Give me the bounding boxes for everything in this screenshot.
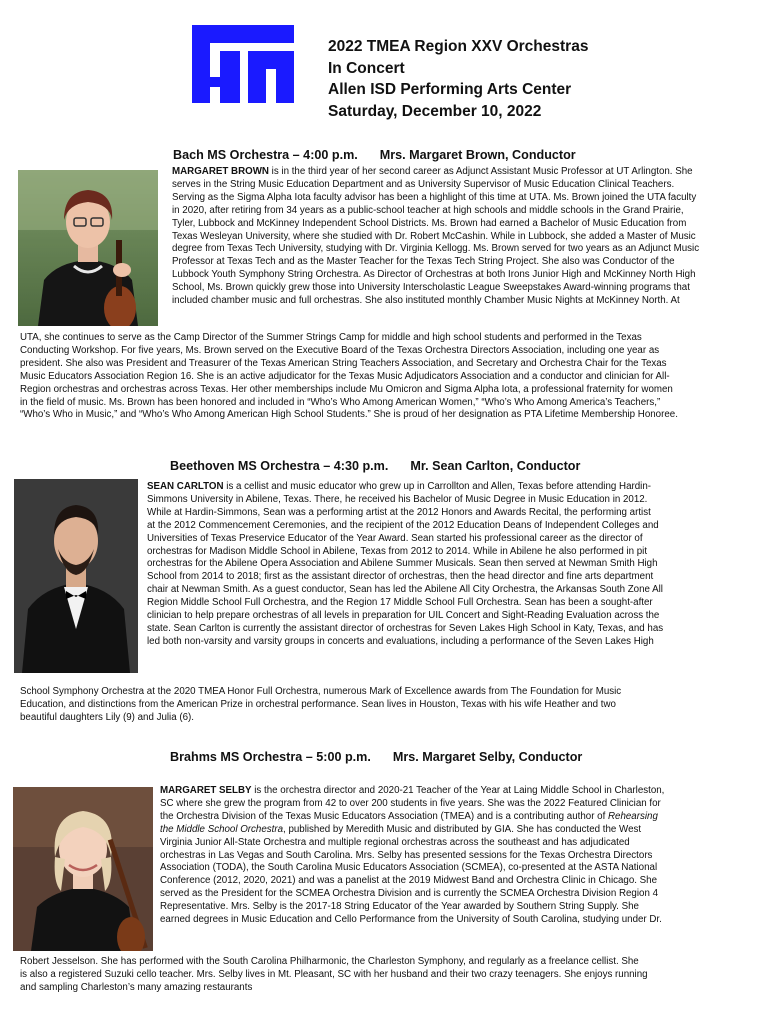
bio-line: orchestras for the Abilene Opera Association and Abilene Summer Musicals. Sean then served at Newman Smith High [147, 558, 658, 570]
bio-line: Lubbock Youth Symphony String Orchestra. As Director of Orchestras at both Irons Junior High and McKinney North High [172, 269, 696, 281]
bio-line: orchestras for Madison Middle School in Abilene, Texas from 2012 to 2014. While in Abilene he also performed in pit [147, 545, 648, 557]
bio-line: the Orchestra Division of the Texas Music Educators Association (TMEA) and is a contributing author of Rehearsing [160, 810, 658, 822]
conductor-photo-icon [13, 787, 153, 951]
bio-paragraph-continued [20, 956, 751, 995]
bio-paragraph [172, 166, 752, 308]
bio-line: served as the President for the SCMEA Orchestra Division and is currently the SCMEA Orchestra Division Region 4 [160, 888, 659, 900]
section-time: Beethoven MS Orchestra – 4:30 p.m. [170, 459, 389, 473]
bio-name: MARGARET SELBY [160, 785, 252, 796]
bio-line [147, 481, 751, 494]
bio-line: beautiful daughters Lily (9) and Julia (6). [20, 711, 194, 723]
bio-line: Region Middle School Full Orchestra, and the Region 17 Middle School Full Orchestra. Sean has been a sought-after [147, 597, 653, 609]
section-heading [173, 148, 576, 162]
bio-line: Music Educators Association Region 16. She is an active adjudicator for the Texas Music Adjudicators Association and a conductor and clinician for All- [20, 370, 670, 382]
bio-line: Simmons University in Abilene, Texas. There, he received his Bachelor of Music Degree in Music Education in 2012. [147, 493, 648, 505]
bio-line: clinician to help prepare orchestras of all levels in preparation for UIL Concert and Sight-Reading Evaluation across the [147, 610, 660, 622]
bio-line: chair at Newman Smith. As a guest conductor, Sean has led the Abilene All City Orchestra, the Arkansas South Zone All [147, 584, 663, 596]
bio-text: is the orchestra director and 2020-21 Teacher of the Year at Laing Middle School in Charleston, [251, 785, 665, 796]
bio-name: SEAN CARLTON [147, 481, 224, 492]
bio-paragraph-continued [20, 332, 752, 422]
bio-line: president. She also was President and Treasurer of the Texas American String Teachers Association, and Secretary and Orchestra Chair for the Texas [20, 357, 667, 369]
bio-line: Conducting Workshop. For five years, Ms. Brown served on the Executive Board of the Texas Orchestra Directors Association, including one year as [20, 344, 660, 356]
bio-paragraph [160, 785, 751, 927]
section-time: Bach MS Orchestra – 4:00 p.m. [173, 148, 358, 162]
book-title: the Middle School Orchestra [160, 823, 284, 835]
bio-line: state. Sean Carlton is currently the assistant director of orchestras for Seven Lakes High School in Katy, Texas, and has [147, 622, 664, 634]
bio-line: Universities of Texas Preservice Educator of the Year Award. Sean started his professional career as the director of [147, 532, 643, 544]
section-conductor: Mrs. Margaret Selby, Conductor [392, 750, 583, 764]
tmea-logo-icon [192, 25, 294, 103]
bio-line: the Middle School Orchestra, published by Meredith Music and distributed by GIA. She has conducted the West [160, 823, 642, 835]
bio-line: in the field of music. Ms. Brown has been honored and included in “Who’s Who Among American Women,” “Who’s Who Among America’s Teachers,” [20, 396, 661, 408]
bio-line: Texas Wesleyan University, where she studied with Dr. Robert McCashin. While in Lubbock, she added a Master of Music [172, 230, 696, 242]
bio-line: earned degrees in Music Education and Cello Performance from the University of South Carolina, studying under Dr. [160, 914, 662, 926]
conductor-photo-icon [13, 787, 153, 951]
bio-line: Virginia Junior All-State Orchestra and multiple regional orchestras across the southeast and has adjudicated [160, 836, 630, 848]
title-line: In Concert [328, 59, 405, 77]
conductor-photo-icon [18, 170, 158, 326]
conductor-photo-icon [18, 170, 158, 326]
bio-line: While at Hardin-Simmons, Sean was a performing artist at the 2012 Honors and Awards Recital, the performing artist [147, 506, 651, 518]
section-time: Brahms MS Orchestra – 5:00 p.m. [170, 750, 371, 764]
bio-line [172, 166, 752, 179]
bio-paragraph [147, 481, 751, 649]
bio-line: Education, and distinctions from the American Prize in orchestral performance. Sean lives in Houston, Texas with his wife Heather and two [20, 698, 616, 710]
bio-line: Professor at Texas Tech and as the Master Teacher for the Texas Tech String Project. She also was Conductor of the [172, 256, 675, 268]
bio-line: degree from Texas Tech University, studying with Dr. Virginia Kellogg. Ms. Brown served for two years as an Adjunct Music [172, 243, 700, 255]
bio-name: MARGARET BROWN [172, 166, 269, 177]
conductor-photo-icon [14, 479, 138, 673]
conductor-photo-icon [14, 479, 138, 673]
bio-line: “Who’s Who in Music,” and “Who’s Who Among American High School Students.” She is proud of her designation as PTA Lifetime Membership Honoree. [20, 409, 678, 421]
title-line: 2022 TMEA Region XXV Orchestras [328, 38, 589, 55]
bio-paragraph-continued [20, 686, 751, 725]
bio-line: SC where she grew the program from 42 to over 200 students in five years. She was the 2022 Featured Clinician for [160, 797, 661, 809]
bio-line: serves in the String Music Education Department and as University Supervisor of Music Education Clinical Teachers. [172, 178, 675, 190]
bio-line: and sampling Charleston’s many amazing restaurants [20, 981, 253, 993]
bio-line: School, Ms. Brown quickly grew those into University Interscholastic League Sweepstakes Award-winning programs that [172, 282, 690, 294]
bio-line: in 2020, after retiring from 34 years as a public-school teacher at high schools and middle schools in the Grand Prairie, [172, 204, 684, 216]
bio-line: Conference (2012, 2020, 2021) and was a panelist at the 2019 Midwest Band and Orchestra Clinic in Chicago. She [160, 875, 658, 887]
section-conductor: Mr. Sean Carlton, Conductor [410, 459, 581, 473]
logo-bar [192, 25, 210, 103]
bio-line: Serving as the Sigma Alpha Iota faculty advisor has been a highlight of this time at UTA. Ms. Brown joined the UTA faculty [172, 191, 697, 203]
section-conductor: Mrs. Margaret Brown, Conductor [379, 148, 576, 162]
bio-line: Region orchestras and orchestras across Texas. Her other memberships include Mu Omicron and Sigma Alpha Iota, a professional fraternity for women [20, 383, 673, 395]
bio-line: at the 2012 Commencement Ceremonies, and the recipient of the 2012 Education Deans of Independent Colleges and [147, 519, 659, 531]
bio-line: is also a registered Suzuki cello teacher. Mrs. Selby lives in Mt. Pleasant, SC with her husband and their two crazy teenagers. She enjoys running [20, 968, 648, 980]
bio-line: Association (TODA), the South Carolina Music Educators Association (SCMEA), co-presented at the ASTA National [160, 862, 658, 874]
section-heading [170, 459, 580, 473]
bio-line: included chamber music and full orchestras. She also instituted monthly Chamber Music Nights at McKinney North. At [172, 295, 680, 307]
logo-bar [248, 51, 266, 103]
title-line: Saturday, December 10, 2022 [328, 102, 542, 120]
title-line: Allen ISD Performing Arts Center [328, 81, 572, 98]
book-title: Rehearsing [608, 810, 658, 822]
bio-line: orchestras in Las Vegas and South Carolina. Mrs. Selby has presented sessions for the Texas Orchestra Directors [160, 849, 653, 861]
bio-line: Representative. Mrs. Selby is the 2017-18 String Educator of the Year awarded by Southern String Supply. She [160, 901, 639, 913]
bio-line [160, 785, 751, 798]
bio-line: Tyler, Lubbock and McKinney Independent School Districts. Ms. Brown had earned a Bachelor of Music Education from [172, 217, 687, 229]
bio-line: School Symphony Orchestra at the 2020 TMEA Honor Full Orchestra, numerous Mark of Excellence awards from The Foundation for Music [20, 686, 622, 697]
logo-bar [192, 77, 240, 87]
bio-line: led both non-varsity and varsity groups in concerts and evaluations, including a performance of the Seven Lakes High [147, 635, 654, 647]
bio-line: School from 2014 to 2018; first as the assistant director of orchestras, then the head director and fine arts department [147, 571, 654, 583]
section-heading [170, 750, 582, 764]
bio-text: is a cellist and music educator who grew up in Carrollton and Allen, Texas before attending Hardin- [223, 481, 651, 492]
bio-line: Robert Jesselson. She has performed with the South Carolina Philharmonic, the Charleston Symphony, and regularly as a freelance cellist. She [20, 956, 639, 967]
page-title [328, 36, 748, 122]
logo-bar [276, 51, 294, 103]
bio-text: is in the third year of her second career as Adjunct Assistant Music Professor at UT Arlington. She [268, 166, 693, 177]
bio-line: UTA, she continues to serve as the Camp Director of the Summer Strings Camp for middle and high school students and performed in the Texas [20, 332, 642, 343]
